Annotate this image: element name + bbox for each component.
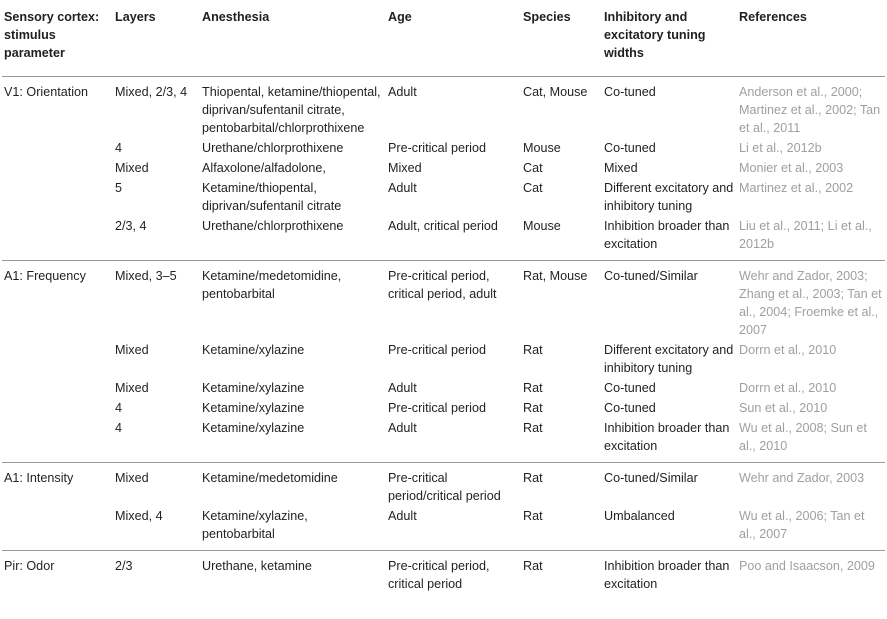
cell-parameter (2, 178, 113, 216)
table-row (2, 551, 885, 601)
cell-references: Li et al., 2012b (739, 141, 822, 155)
table-row (2, 158, 885, 178)
cell-age: Adult (386, 506, 521, 551)
cell-parameter (2, 158, 113, 178)
cell-anesthesia: Ketamine/xylazine (202, 381, 305, 395)
cell-parameter (2, 418, 113, 463)
cell-layers: Mixed (115, 161, 149, 175)
cell-layers: Mixed (115, 471, 149, 485)
cell-references: Wehr and Zador, 2003 (739, 471, 865, 485)
header-cell-tuning: Inhibitory and excitatory tuning widths (602, 2, 737, 77)
cell-species: Rat (521, 506, 602, 551)
cell-age: Mixed (388, 161, 422, 175)
table-row (2, 216, 885, 261)
cell-species: Rat (523, 471, 543, 485)
cell-species: Mouse (521, 216, 602, 261)
cell-tuning: Inhibition broader than excitation (602, 216, 737, 261)
cell-layers: Mixed (115, 381, 149, 395)
cell-references: Dorrn et al., 2010 (739, 343, 837, 357)
cell-layers: Mixed (115, 343, 149, 357)
cell-age: Adult, critical period (386, 216, 521, 261)
cell-anesthesia: Ketamine/xylazine, pentobarbital (200, 506, 386, 551)
cell-parameter (2, 138, 113, 158)
cell-species: Rat (523, 401, 543, 415)
cell-tuning: Co-tuned (604, 141, 656, 155)
cell-parameter (2, 378, 113, 398)
table-row (2, 418, 885, 463)
cell-tuning: Umbalanced (602, 506, 737, 551)
cell-tuning: Co-tuned/Similar (604, 269, 698, 283)
table-row (2, 378, 885, 398)
cell-tuning: Inhibition broader than excitation (602, 418, 737, 463)
cell-parameter (2, 506, 113, 551)
cell-species: Cat (523, 161, 543, 175)
table-row (2, 398, 885, 418)
table-group (2, 463, 885, 551)
cell-parameter: A1: Intensity (4, 471, 74, 485)
cell-age: Pre-critical period (388, 401, 486, 415)
cell-anesthesia: Urethane/chlorprothixene (202, 141, 344, 155)
data-table (2, 2, 885, 600)
cell-references: Martinez et al., 2002 (739, 181, 854, 195)
cell-species: Rat (523, 381, 543, 395)
header-cell-anesthesia: Anesthesia (200, 2, 386, 77)
header-cell-parameter: Sensory cortex: stimulus parameter (2, 2, 113, 77)
cell-anesthesia: Ketamine/xylazine (202, 401, 305, 415)
cell-layers: Mixed, 4 (113, 506, 200, 551)
cell-layers: Mixed, 3–5 (115, 269, 177, 283)
cell-species: Rat (521, 418, 602, 463)
cell-tuning: Different excitatory and inhibitory tuning (604, 181, 734, 213)
table-row (2, 506, 885, 551)
cell-species: Mouse (523, 141, 561, 155)
cell-layers: 2/3, 4 (113, 216, 200, 261)
table-group (2, 77, 885, 261)
cell-age: Pre-critical period, critical period (388, 559, 490, 591)
cell-tuning: Co-tuned (604, 381, 656, 395)
cell-references: Poo and Isaacson, 2009 (739, 559, 875, 573)
header-row (2, 2, 885, 77)
cell-parameter (2, 398, 113, 418)
cell-references: Wu et al., 2006; Tan et al., 2007 (737, 506, 885, 551)
cell-age: Pre-critical period (388, 141, 486, 155)
table-group (2, 551, 885, 601)
cell-layers: Mixed, 2/3, 4 (115, 85, 188, 99)
table-group (2, 261, 885, 463)
cell-tuning: Different excitatory and inhibitory tuning (604, 343, 734, 375)
cell-tuning: Co-tuned (604, 85, 656, 99)
cell-references: Liu et al., 2011; Li et al., 2012b (737, 216, 885, 261)
cell-age: Adult (388, 85, 417, 99)
cell-anesthesia: Alfaxolone/alfadolone, (202, 161, 326, 175)
cell-age: Pre-critical period/critical period (388, 471, 501, 503)
table-row (2, 463, 885, 507)
cell-age: Adult (388, 181, 417, 195)
cell-parameter (2, 340, 113, 378)
cell-tuning: Mixed (604, 161, 638, 175)
cell-references: Anderson et al., 2000; Martinez et al., 2002; Tan et al., 2011 (739, 85, 881, 135)
cell-references: Wu et al., 2008; Sun et al., 2010 (737, 418, 885, 463)
cell-parameter: V1: Orientation (4, 85, 89, 99)
cell-parameter: A1: Frequency (4, 269, 86, 283)
cell-anesthesia: Ketamine/medetomidine, pentobarbital (202, 269, 342, 301)
cell-references: Wehr and Zador, 2003; Zhang et al., 2003; Tan et al., 2004; Froemke et al., 2007 (739, 269, 882, 337)
cell-age: Pre-critical period (388, 343, 486, 357)
cell-age: Adult (386, 418, 521, 463)
cell-anesthesia: Urethane/chlorprothixene (200, 216, 386, 261)
cell-anesthesia: Urethane, ketamine (202, 559, 312, 573)
header-cell-age: Age (386, 2, 521, 77)
cell-layers: 5 (115, 181, 123, 195)
table-header (2, 2, 885, 77)
cell-anesthesia: Ketamine/medetomidine (202, 471, 338, 485)
header-cell-references: References (737, 2, 885, 77)
cell-anesthesia: Ketamine/xylazine (202, 343, 305, 357)
cell-species: Cat, Mouse (523, 85, 588, 99)
cell-species: Rat, Mouse (523, 269, 588, 283)
cell-references: Sun et al., 2010 (739, 401, 828, 415)
cell-species: Cat (523, 181, 543, 195)
cell-tuning: Co-tuned (604, 401, 656, 415)
cell-tuning: Co-tuned/Similar (604, 471, 698, 485)
cell-age: Adult (388, 381, 417, 395)
cell-anesthesia: Ketamine/thiopental, diprivan/sufentanil citrate (202, 181, 342, 213)
cell-tuning: Inhibition broader than excitation (604, 559, 730, 591)
header-cell-species: Species (521, 2, 602, 77)
cell-species: Rat (523, 559, 543, 573)
table-row (2, 261, 885, 341)
table-row (2, 178, 885, 216)
header-cell-layers: Layers (113, 2, 200, 77)
table-row (2, 77, 885, 139)
cell-age: Pre-critical period, critical period, adult (388, 269, 497, 301)
cell-anesthesia: Ketamine/xylazine (200, 418, 386, 463)
cell-anesthesia: Thiopental, ketamine/thiopental, diprivan/sufentanil citrate, pentobarbital/chlorprothixene (202, 85, 381, 135)
cell-parameter (2, 216, 113, 261)
cell-layers: 2/3 (115, 559, 133, 573)
cell-references: Dorrn et al., 2010 (739, 381, 837, 395)
cell-layers: 4 (113, 418, 200, 463)
cell-layers: 4 (115, 401, 123, 415)
cell-parameter: Pir: Odor (4, 559, 55, 573)
cell-species: Rat (523, 343, 543, 357)
cell-layers: 4 (115, 141, 123, 155)
table-row (2, 340, 885, 378)
table-row (2, 138, 885, 158)
cell-references: Monier et al., 2003 (739, 161, 844, 175)
